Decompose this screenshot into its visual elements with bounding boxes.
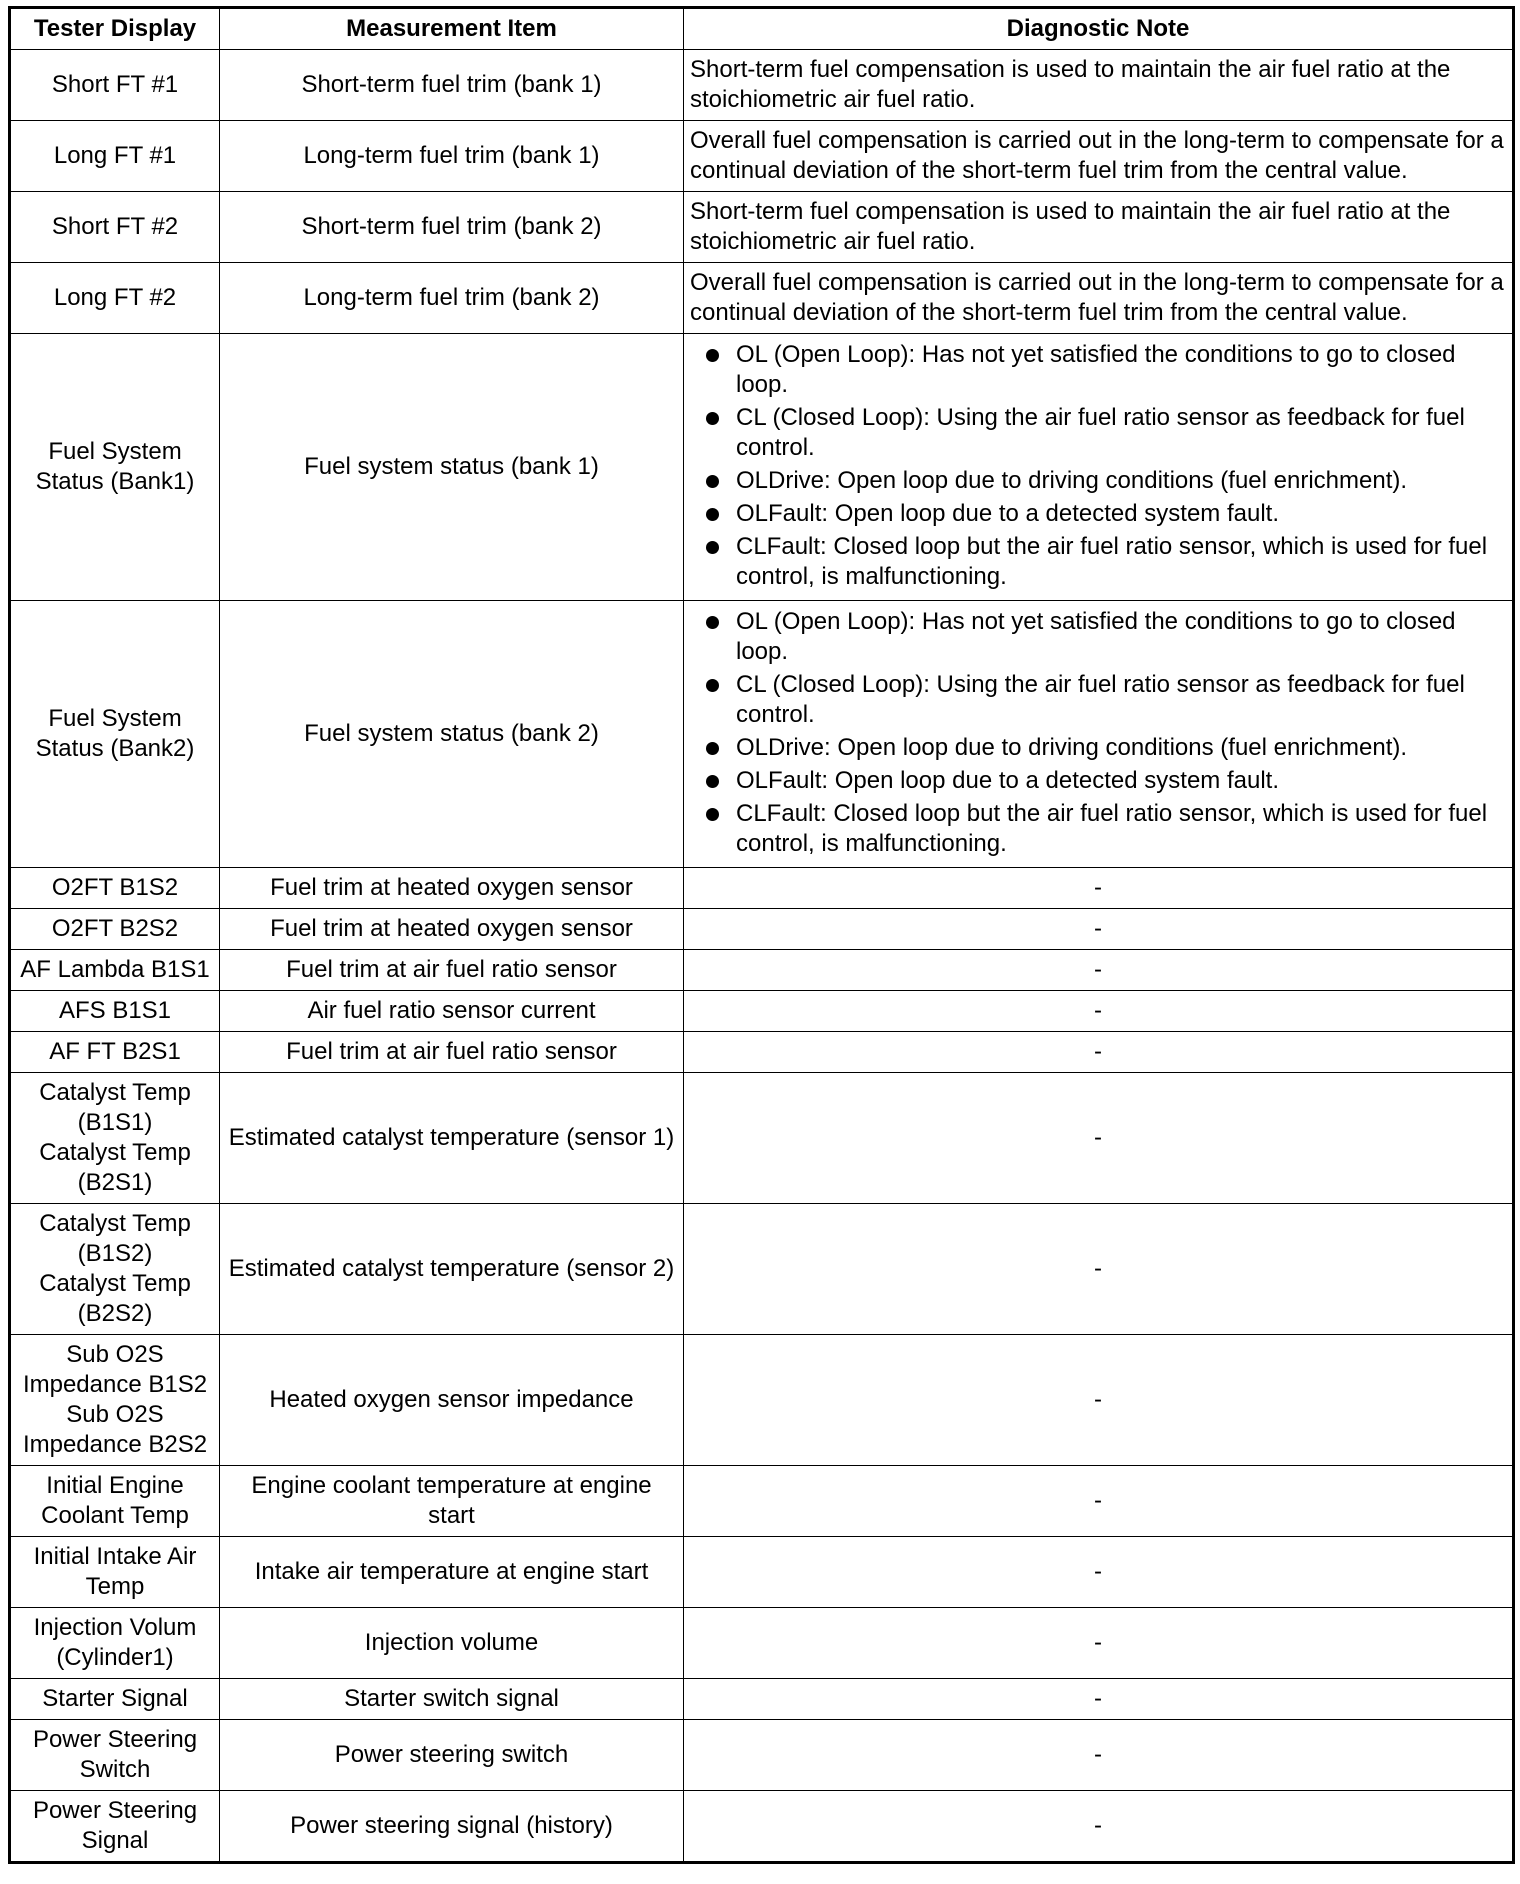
- tester-display-text: Catalyst Temp (B1S1): [39, 1079, 191, 1136]
- measurement-item-cell: Engine coolant temperature at engine start: [220, 1466, 684, 1537]
- diagnostic-note-cell: -: [684, 1204, 1514, 1335]
- fuel-status-bullet-list: [690, 607, 1506, 859]
- table-row: [10, 909, 1514, 950]
- table-row: [10, 334, 1514, 601]
- tester-display-cell: [10, 950, 220, 991]
- measurement-item-cell: Short-term fuel trim (bank 2): [220, 192, 684, 263]
- tester-display-cell: [10, 991, 220, 1032]
- diagnostic-note-cell: [684, 334, 1514, 601]
- diagnostic-note-cell: -: [684, 1537, 1514, 1608]
- diagnostic-note-cell: [684, 601, 1514, 868]
- bullet-item: [690, 799, 1506, 859]
- table-row: [10, 121, 1514, 192]
- table-row: [10, 1720, 1514, 1791]
- diagnostic-note-cell: -: [684, 1608, 1514, 1679]
- bullet-item: [690, 403, 1506, 463]
- bullet-dot-icon: [706, 349, 719, 362]
- tester-display-text: Short FT #1: [51, 71, 179, 98]
- measurement-item-cell: Starter switch signal: [220, 1679, 684, 1720]
- tester-display-cell: [10, 1720, 220, 1791]
- tester-display-text: Sub O2S Impedance B2S2: [22, 1401, 208, 1458]
- diagnostic-note-cell: Short-term fuel compensation is used to maintain the air fuel ratio at the stoichiometric air fuel ratio.: [684, 50, 1514, 121]
- table-row: [10, 1791, 1514, 1863]
- bullet-text: OLFault: Open loop due to a detected system fault.: [736, 500, 1279, 527]
- tester-display-text: AF Lambda B1S1: [20, 956, 210, 983]
- tester-display-cell: [10, 1204, 220, 1335]
- diagnostic-note-cell: -: [684, 1073, 1514, 1204]
- tester-display-text: AF FT B2S1: [49, 1038, 181, 1065]
- diagnostic-note-cell: -: [684, 1679, 1514, 1720]
- table-row: [10, 1537, 1514, 1608]
- measurement-item-cell: Fuel trim at heated oxygen sensor: [220, 909, 684, 950]
- measurement-item-cell: Estimated catalyst temperature (sensor 1): [220, 1073, 684, 1204]
- bullet-text: OLDrive: Open loop due to driving conditions (fuel enrichment).: [736, 467, 1408, 494]
- diagnostic-note-cell: -: [684, 1466, 1514, 1537]
- bullet-dot-icon: [706, 508, 719, 521]
- tester-display-cell: [10, 1073, 220, 1204]
- measurement-item-cell: Air fuel ratio sensor current: [220, 991, 684, 1032]
- measurement-item-cell: Long-term fuel trim (bank 1): [220, 121, 684, 192]
- bullet-text: CLFault: Closed loop but the air fuel ratio sensor, which is used for fuel control, is malfunctioning.: [736, 800, 1488, 857]
- diagnostic-note-cell: -: [684, 868, 1514, 909]
- table-row: [10, 263, 1514, 334]
- table-row: [10, 1032, 1514, 1073]
- bullet-dot-icon: [706, 616, 719, 629]
- diagnostic-note-cell: -: [684, 909, 1514, 950]
- tester-display-cell: [10, 601, 220, 868]
- table-row: [10, 991, 1514, 1032]
- bullet-item: [690, 340, 1506, 400]
- tester-display-text: Power Steering Signal: [32, 1797, 198, 1854]
- diagnostic-note-cell: Overall fuel compensation is carried out in the long-term to compensate for a continual deviation of the short-term fuel trim from the central value.: [684, 263, 1514, 334]
- diagnostic-note-cell: Overall fuel compensation is carried out in the long-term to compensate for a continual deviation of the short-term fuel trim from the central value.: [684, 121, 1514, 192]
- bullet-text: OLDrive: Open loop due to driving conditions (fuel enrichment).: [736, 734, 1408, 761]
- tester-display-cell: [10, 192, 220, 263]
- tester-display-text: Long FT #2: [53, 284, 177, 311]
- tester-display-cell: [10, 1791, 220, 1863]
- measurement-item-cell: Power steering switch: [220, 1720, 684, 1791]
- tester-display-cell: [10, 263, 220, 334]
- tester-display-text: Long FT #1: [53, 142, 177, 169]
- table-row: [10, 601, 1514, 868]
- tester-display-text: Fuel System Status (Bank1): [35, 438, 195, 495]
- table-row: [10, 868, 1514, 909]
- fuel-status-bullet-list: [690, 340, 1506, 592]
- bullet-dot-icon: [706, 412, 719, 425]
- diagnostic-note-cell: -: [684, 1335, 1514, 1466]
- table-body: [10, 50, 1514, 1863]
- header-measurement-item: Measurement Item: [220, 8, 684, 50]
- bullet-item: [690, 607, 1506, 667]
- table-row: [10, 1204, 1514, 1335]
- tester-display-text: Short FT #2: [51, 213, 179, 240]
- bullet-dot-icon: [706, 742, 719, 755]
- diagnostic-note-cell: -: [684, 1791, 1514, 1863]
- bullet-item: [690, 466, 1506, 496]
- tester-display-text: O2FT B1S2: [51, 874, 179, 901]
- tester-display-cell: [10, 121, 220, 192]
- tester-display-text: Catalyst Temp (B1S2): [39, 1210, 191, 1267]
- bullet-item: [690, 499, 1506, 529]
- table-row: [10, 50, 1514, 121]
- bullet-item: [690, 532, 1506, 592]
- table-row: [10, 192, 1514, 263]
- diagnostic-note-cell: Short-term fuel compensation is used to maintain the air fuel ratio at the stoichiometric air fuel ratio.: [684, 192, 1514, 263]
- tester-display-cell: [10, 1679, 220, 1720]
- tester-display-text: Catalyst Temp (B2S1): [39, 1139, 191, 1196]
- measurement-item-cell: Fuel system status (bank 2): [220, 601, 684, 868]
- header-diagnostic-note: Diagnostic Note: [684, 8, 1514, 50]
- table-row: [10, 1466, 1514, 1537]
- bullet-item: [690, 733, 1506, 763]
- bullet-text: OL (Open Loop): Has not yet satisfied the conditions to go to closed loop.: [736, 608, 1456, 665]
- tester-display-cell: [10, 1608, 220, 1679]
- table-row: [10, 1073, 1514, 1204]
- bullet-item: [690, 766, 1506, 796]
- header-tester-display: Tester Display: [10, 8, 220, 50]
- table-header-row: [10, 8, 1514, 50]
- tester-display-cell: [10, 1466, 220, 1537]
- tester-display-text: O2FT B2S2: [51, 915, 179, 942]
- tester-display-cell: [10, 1032, 220, 1073]
- bullet-text: CL (Closed Loop): Using the air fuel ratio sensor as feedback for fuel control.: [736, 404, 1465, 461]
- bullet-dot-icon: [706, 775, 719, 788]
- diagnostic-note-cell: -: [684, 991, 1514, 1032]
- diagnostic-note-cell: -: [684, 950, 1514, 991]
- measurement-item-cell: Estimated catalyst temperature (sensor 2): [220, 1204, 684, 1335]
- measurement-item-cell: Short-term fuel trim (bank 1): [220, 50, 684, 121]
- table-row: [10, 1679, 1514, 1720]
- bullet-item: [690, 670, 1506, 730]
- measurement-item-cell: Fuel trim at heated oxygen sensor: [220, 868, 684, 909]
- measurement-item-cell: Fuel system status (bank 1): [220, 334, 684, 601]
- measurement-item-cell: Heated oxygen sensor impedance: [220, 1335, 684, 1466]
- measurement-item-cell: Injection volume: [220, 1608, 684, 1679]
- bullet-text: OL (Open Loop): Has not yet satisfied the conditions to go to closed loop.: [736, 341, 1456, 398]
- table-row: [10, 950, 1514, 991]
- tester-display-text: Fuel System Status (Bank2): [35, 705, 195, 762]
- tester-display-cell: [10, 1335, 220, 1466]
- tester-display-text: Injection Volum (Cylinder1): [33, 1614, 197, 1671]
- measurement-item-cell: Fuel trim at air fuel ratio sensor: [220, 950, 684, 991]
- table-row: [10, 1608, 1514, 1679]
- tester-display-text: Sub O2S Impedance B1S2: [22, 1341, 208, 1398]
- tester-display-cell: [10, 868, 220, 909]
- tester-display-cell: [10, 334, 220, 601]
- measurement-item-cell: Power steering signal (history): [220, 1791, 684, 1863]
- table-row: [10, 1335, 1514, 1466]
- diagnostic-note-cell: -: [684, 1720, 1514, 1791]
- bullet-dot-icon: [706, 679, 719, 692]
- bullet-dot-icon: [706, 541, 719, 554]
- tester-display-cell: [10, 909, 220, 950]
- bullet-text: CL (Closed Loop): Using the air fuel ratio sensor as feedback for fuel control.: [736, 671, 1465, 728]
- tester-display-text: Starter Signal: [42, 1685, 188, 1712]
- tester-display-text: Power Steering Switch: [32, 1726, 198, 1783]
- bullet-text: CLFault: Closed loop but the air fuel ratio sensor, which is used for fuel control, is malfunctioning.: [736, 533, 1488, 590]
- bullet-text: OLFault: Open loop due to a detected system fault.: [736, 767, 1279, 794]
- bullet-dot-icon: [706, 475, 719, 488]
- tester-display-cell: [10, 1537, 220, 1608]
- tester-display-text: Catalyst Temp (B2S2): [39, 1270, 191, 1327]
- measurement-item-cell: Long-term fuel trim (bank 2): [220, 263, 684, 334]
- diagnostic-note-cell: -: [684, 1032, 1514, 1073]
- diagnostic-data-table: [8, 6, 1515, 1864]
- measurement-item-cell: Intake air temperature at engine start: [220, 1537, 684, 1608]
- tester-display-text: Initial Engine Coolant Temp: [41, 1472, 189, 1529]
- bullet-dot-icon: [706, 808, 719, 821]
- tester-display-text: AFS B1S1: [58, 997, 172, 1024]
- tester-display-text: Initial Intake Air Temp: [33, 1543, 197, 1600]
- tester-display-cell: [10, 50, 220, 121]
- measurement-item-cell: Fuel trim at air fuel ratio sensor: [220, 1032, 684, 1073]
